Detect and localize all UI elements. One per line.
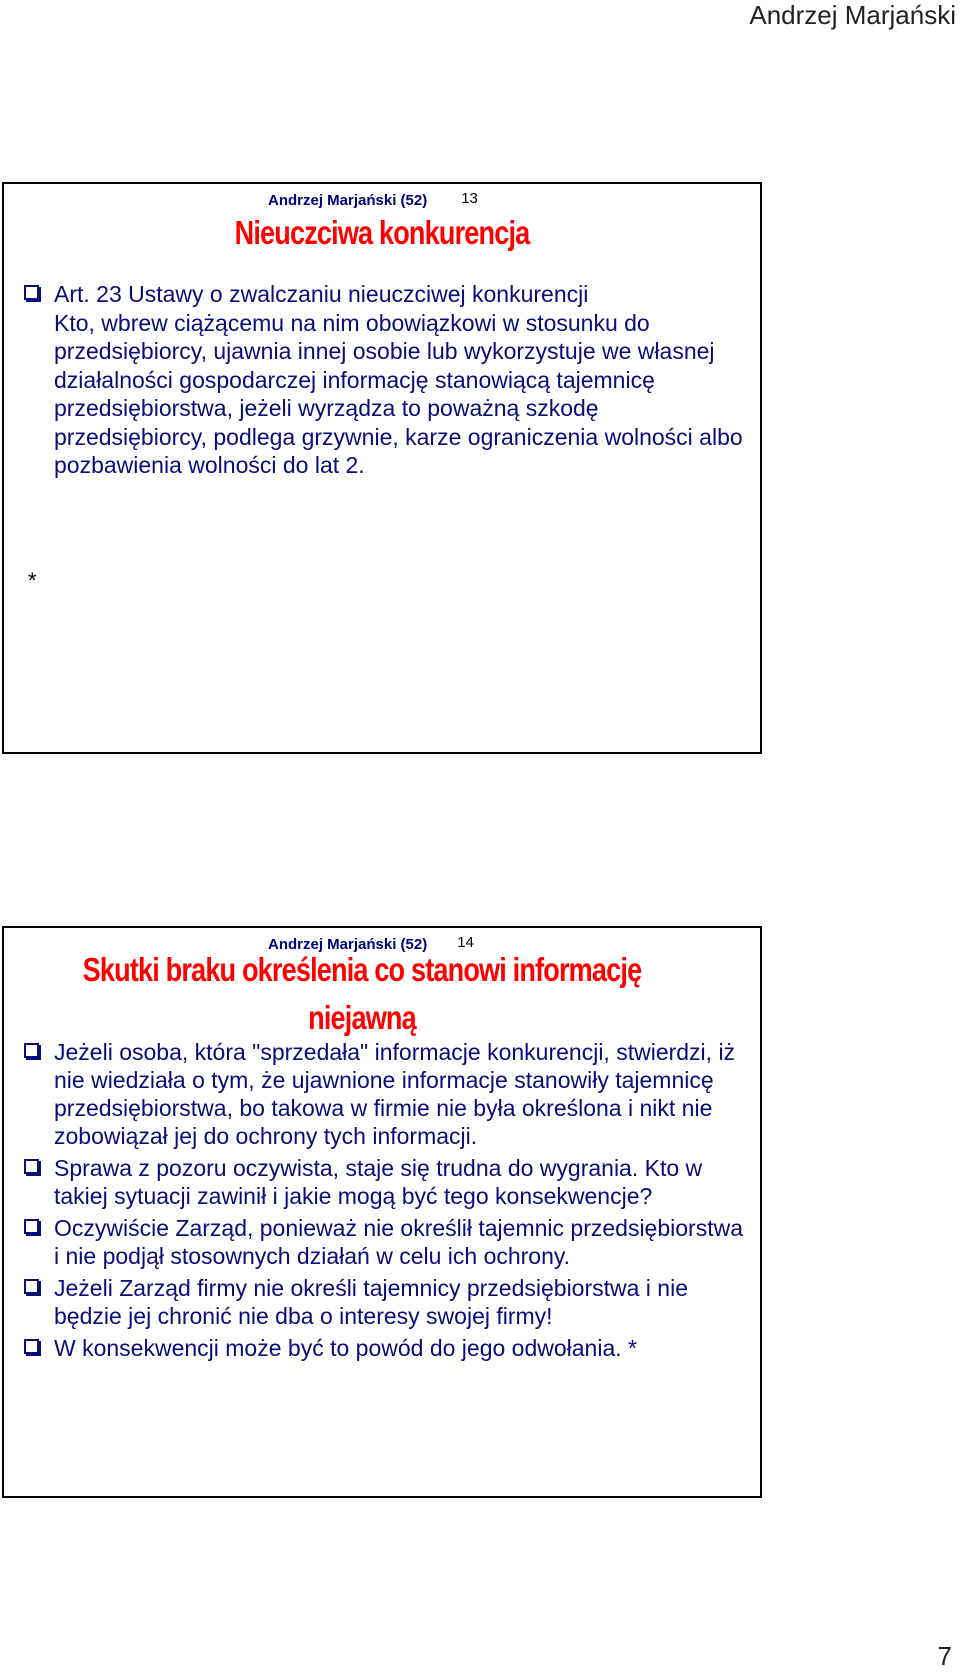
checkbox-square-icon <box>24 1043 39 1058</box>
bullet-list <box>24 1038 746 1366</box>
slide-13 <box>2 182 762 754</box>
footnote-asterisk: * <box>28 568 37 593</box>
list-item <box>24 1334 746 1362</box>
page-header-author: Andrzej Marjański <box>749 0 956 30</box>
bullet-text: Sprawa z pozoru oczywista, staje się trudna do wygrania. Kto w takiej sytuacji zawinił i jakie mogą być tego konsekwencje? <box>54 1155 703 1209</box>
bullet-text: Oczywiście Zarząd, ponieważ nie określił tajemnic przedsiębiorstwa i nie podjął stosownych działań w celu ich ochrony. <box>54 1215 743 1269</box>
list-item <box>24 1154 746 1210</box>
bullet-list <box>24 280 746 484</box>
slide-title: Nieuczciwa konkurencja <box>234 214 530 251</box>
checkbox-square-icon <box>24 1339 39 1354</box>
slide-number: 14 <box>457 934 474 951</box>
slide-title-line-1: Skutki braku określenia co stanowi informację <box>82 951 642 988</box>
checkbox-square-icon <box>24 1219 39 1234</box>
slide-author: Andrzej Marjański (52) <box>268 936 428 953</box>
slide-title-line-2: niejawną <box>308 999 416 1036</box>
list-item <box>24 1274 746 1330</box>
slide-author: Andrzej Marjański (52) <box>268 192 428 209</box>
list-item <box>24 1038 746 1150</box>
bullet-text: Jeżeli osoba, która "sprzedała" informacje konkurencji, stwierdzi, iż nie wiedziała o tym, że ujawnione informacje stanowiły tajemnicę przedsiębiorstwa, bo takowa w firmie nie była określona i nikt nie zobowiązał jej do ochrony tych informacji. <box>54 1039 736 1149</box>
slide-meta <box>268 192 478 209</box>
bullet-text: W konsekwencji może być to powód do jego odwołania. * <box>54 1335 637 1361</box>
page-number: 7 <box>937 1641 952 1671</box>
checkbox-square-icon <box>24 285 39 300</box>
checkbox-square-icon <box>24 1279 39 1294</box>
slide-number: 13 <box>461 190 478 207</box>
slide-title <box>60 946 664 1042</box>
bullet-heading: Art. 23 Ustawy o zwalczaniu nieuczciwej konkurencji <box>54 281 589 307</box>
list-item <box>24 1214 746 1270</box>
bullet-text: Jeżeli Zarząd firmy nie określi tajemnicy przedsiębiorstwa i nie będzie jej chronić nie dba o interesy swojej firmy! <box>54 1275 689 1329</box>
checkbox-square-icon <box>24 1159 39 1174</box>
slide-14 <box>2 926 762 1498</box>
list-item <box>24 280 746 480</box>
bullet-text: Kto, wbrew ciążącemu na nim obowiązkowi w stosunku do przedsiębiorcy, ujawnia innej osobie lub wykorzystuje we własnej działalności gospodarczej informację stanowiącą tajemnicę przedsiębiorstwa, jeżeli wyrządza to poważną szkodę przedsiębiorcy, podlega grzywnie, karze ograniczenia wolności albo pozbawienia wolności do lat 2. <box>54 309 743 478</box>
